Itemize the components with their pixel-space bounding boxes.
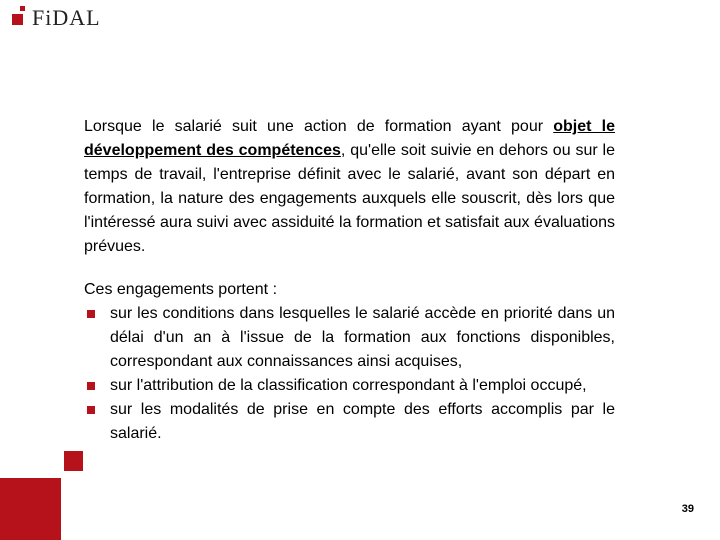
main-paragraph [84, 115, 615, 259]
paragraph-emphasis: objet le développement des compétences [84, 118, 615, 159]
logo-square-small [20, 6, 25, 11]
fidal-logo [6, 6, 126, 32]
list-intro: Ces engagements portent : [84, 281, 278, 298]
engagement-list [84, 302, 615, 446]
list-item-text: sur les modalités de prise en compte des efforts accomplis par le salarié. [110, 401, 615, 442]
list-item-text: sur les conditions dans lesquelles le salarié accède en priorité dans un délai d'un an à l'issue de la formation aux fonctions disponibles, correspondant aux connaissances ainsi acquises, [110, 305, 615, 370]
list-item [84, 398, 615, 446]
slide-body [84, 115, 615, 446]
bullet-square-icon [87, 382, 95, 390]
logo-wordmark: FiDAL [32, 5, 101, 30]
list-item [84, 374, 615, 398]
decorative-square-large [0, 478, 61, 540]
list-item-text: sur l'attribution de la classification correspondant à l'emploi occupé, [110, 377, 587, 394]
paragraph-text-end: , qu'elle soit suivie en dehors ou sur le temps de travail, l'entreprise définit avec le salarié, avant son départ en formation, la nature des engagements auxquels elle souscrit, dès lors que l'intéressé aura suivi avec assiduité la formation et satisfait aux évaluations prévues. [84, 142, 615, 255]
paragraph-text-start: Lorsque le salarié suit une action de formation ayant pour [84, 118, 554, 135]
page-number: 39 [681, 503, 694, 515]
bullet-square-icon [87, 310, 95, 318]
bullet-square-icon [87, 406, 95, 414]
decorative-square-small [64, 451, 83, 471]
list-item [84, 302, 615, 374]
logo-square-large [12, 14, 23, 25]
